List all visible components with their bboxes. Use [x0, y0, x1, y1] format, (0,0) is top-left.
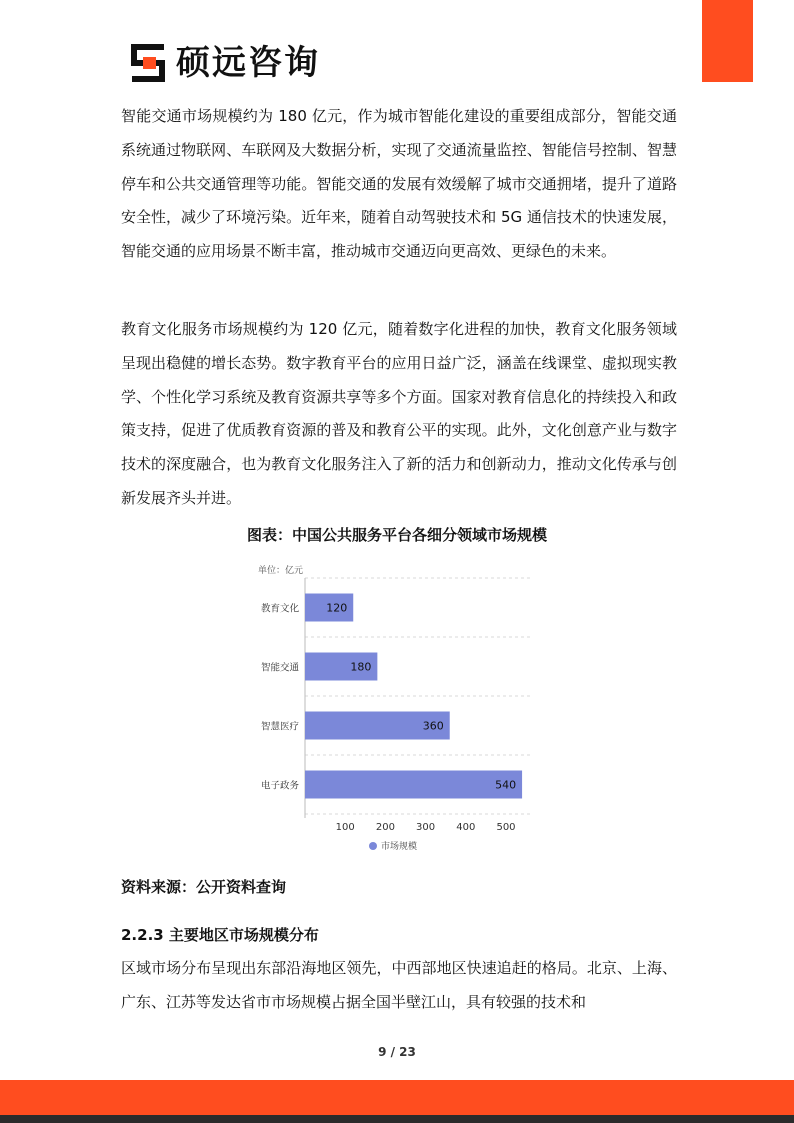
- logo: [128, 40, 320, 86]
- paragraph-education-culture: 教育文化服务市场规模约为 120 亿元，随着数字化进程的加快，教育文化服务领域呈现出稳健的增长态势。数字教育平台的应用日益广泛，涵盖在线课堂、虚拟现实教学、个性化学习系统及教育资源共享等多个方面。国家对教育信息化的持续投入和政策支持，促进了优质教育资源的普及和教育公平的实现。此外，文化创意产业与数字技术的深度融合，也为教育文化服务注入了新的活力和创新动力，推动文化传承与创新发展齐头并进。: [121, 320, 677, 507]
- chart-data-label: 360: [422, 719, 444, 733]
- chart-category-label: 智慧医疗: [260, 721, 299, 733]
- chart-legend-label: 市场规模: [381, 842, 418, 852]
- logo-text: 硕远咨询: [176, 43, 320, 83]
- chart-legend-marker: [369, 842, 377, 850]
- paragraph-smart-transport: 智能交通市场规模约为 180 亿元，作为城市智能化建设的重要组成部分，智能交通系统通过物联网、车联网及大数据分析，实现了交通流量监控、智能信号控制、智慧停车和公共交通管理等功能。智能交通的发展有效缓解了城市交通拥堵，提升了道路安全性，减少了环境污染。近年来，随着自动驾驶技术和 5G 通信技术的快速发展，智能交通的应用场景不断丰富，推动城市交通迈向更高效、更绿色的未来。: [121, 107, 677, 261]
- chart-x-tick-label: 300: [416, 822, 436, 833]
- footer-dark-strip: [0, 1115, 794, 1123]
- chart-x-tick-label: 500: [496, 822, 516, 833]
- chart-data-label: 540: [495, 778, 517, 792]
- chart-data-label: 180: [350, 660, 372, 674]
- source-note: 资料来源：公开资料查询: [121, 878, 287, 896]
- chart-unit-label: 单位：亿元: [258, 566, 304, 576]
- chart-caption: 图表：中国公共服务平台各细分领域市场规模: [246, 526, 547, 544]
- chart-bar: [305, 771, 522, 799]
- chart-category-label: 智能交通: [260, 662, 299, 674]
- chart-category-label: 电子政务: [260, 780, 299, 792]
- paragraph-regional-distribution: 区域市场分布呈现出东部沿海地区领先，中西部地区快速追赶的格局。北京、上海、广东、江苏等发达省市市场规模占据全国半壁江山，具有较强的技术和: [121, 959, 677, 1011]
- chart-x-tick-label: 200: [375, 822, 395, 833]
- chart-data-label: 120: [326, 601, 348, 615]
- chart-x-tick-label: 400: [456, 822, 476, 833]
- chart-category-label: 教育文化: [260, 603, 299, 615]
- corner-accent-block: [702, 0, 753, 82]
- section-heading: 2.2.3 主要地区市场规模分布: [121, 926, 319, 944]
- brand-s-icon: [128, 43, 168, 83]
- page-number: 9 / 23: [378, 1045, 416, 1059]
- chart-x-tick-label: 100: [335, 822, 355, 833]
- bar-chart: [250, 556, 535, 856]
- footer-accent-bar: [0, 1080, 794, 1115]
